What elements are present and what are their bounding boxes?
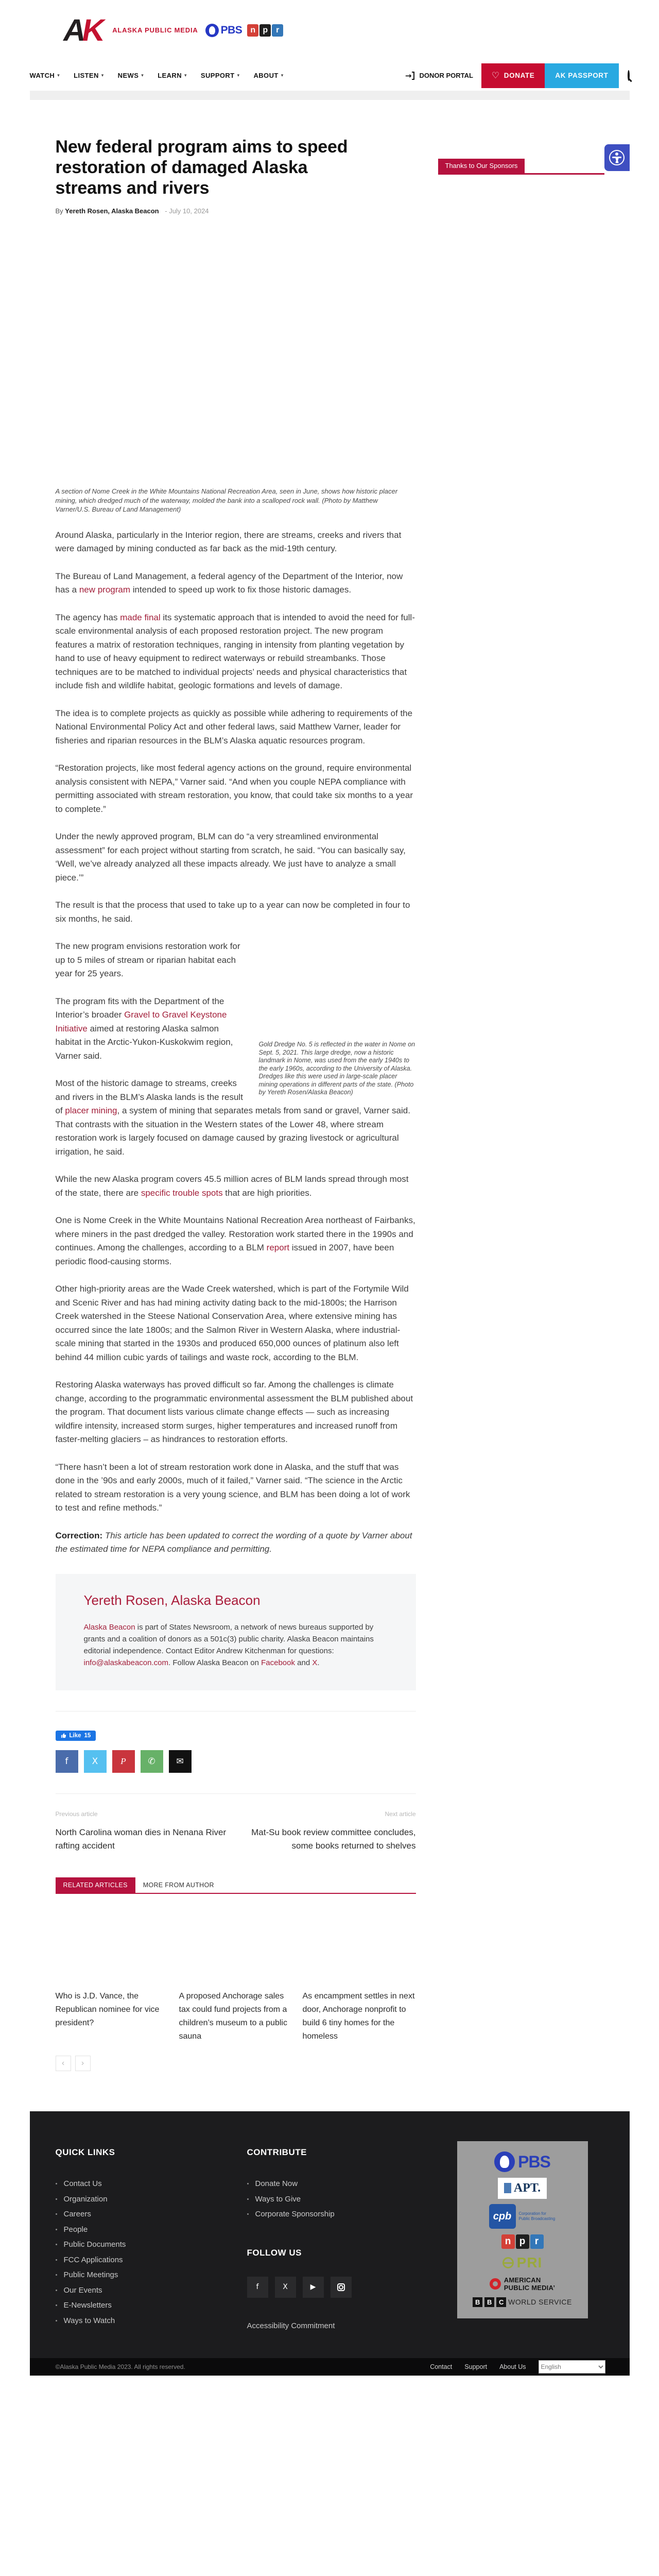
nav-right-cluster	[405, 60, 630, 91]
inline-link[interactable]: specific trouble spots	[141, 1188, 223, 1198]
apt-partner-logo: APT.	[498, 2178, 547, 2199]
inline-link[interactable]: made final	[120, 613, 160, 622]
like-row	[56, 1731, 416, 1741]
apm-circle-icon	[490, 2278, 501, 2290]
copyright: ©Alaska Public Media 2023. All rights reserved.	[56, 2363, 185, 2370]
inline-link[interactable]: X	[312, 1658, 317, 1667]
pager-next-button[interactable]: ›	[75, 2056, 91, 2071]
related-card[interactable]	[303, 1902, 416, 2043]
bullet-icon	[56, 2244, 57, 2245]
paragraph: The result is that the process that used to take up to a year can now be completed in four to six months, he said.	[56, 899, 416, 926]
inline-link[interactable]: new program	[79, 585, 130, 595]
like-count: 15	[84, 1733, 91, 1739]
correction-paragraph: Correction: This article has been updated to correct the wording of a quote by Varner about the estimated time for NEPA compliance and permitting.	[56, 1529, 416, 1556]
article-title: New federal program aims to speed restoration of damaged Alaska streams and rivers	[56, 137, 365, 198]
accessibility-person-icon	[609, 150, 625, 165]
figure-caption: Gold Dredge No. 5 is reflected in the water in Nome on Sept. 5, 2021. This large dredge, now a historic landmark in Nome, was used from the early 1940s to the early 1960s, according to the University of Alaska. Dredges like this were used in large-scale placer mining operations in different parts of the state. (Photo by Yereth Rosen/Alaska Beacon)	[259, 1041, 416, 1097]
globe-icon	[502, 2257, 514, 2268]
paragraph: “Restoration projects, like most federal agency actions on the ground, require environmental analysis consistent with NEPA,” Varner said. “And when you couple NEPA compliance with permitting associated with stream restoration, you know, that could take six months to a year to complete.”	[56, 761, 416, 816]
login-arrow-icon: →	[405, 71, 415, 80]
cpb-partner-logo: cpb Corporation for Public Broadcasting	[489, 2204, 556, 2229]
previous-article	[56, 1810, 231, 1853]
chevron-down-icon: ▾	[237, 73, 240, 78]
bullet-icon	[247, 2183, 249, 2184]
footer-bottom-link-contact[interactable]: Contact	[430, 2363, 452, 2370]
language-select[interactable]	[539, 2360, 605, 2374]
nav-item-about[interactable]: ABOUT ▾	[253, 72, 283, 79]
contribute-heading: CONTRIBUTE	[247, 2147, 417, 2158]
paragraph: The idea is to complete projects as quickly as possible while adhering to requirements of the National Environmental Policy Act and other federal laws, said Matthew Varner, leader for fisheries and riparian resources in the BLM’s Alaska aquatic resources program.	[56, 707, 416, 748]
paragraph: Other high-priority areas are the Wade Creek watershed, which is part of the Fortymile Wild and Scenic River and has had mining activity dating back to the mid-1800s; the Harrison Creek watershed in the Steese National Conservation Area, where extensive mining has occurred since the late 1800s; and the Salmon River in Western Alaska, where industrial-scale mining that started in the 1930s and produced 650,000 ounces of platinum also left behind 44 million cubic yards of tailings and waste rock, according to the BLM.	[56, 1282, 416, 1364]
paragraph: Under the newly approved program, BLM can do “a very streamlined environmental assessment” for each project without starting from scratch, he said. “You can basically say, ‘Well, we’ve already analyzed all these impacts already. We just have to analyze a small piece.’”	[56, 830, 416, 885]
bullet-icon	[56, 2304, 57, 2306]
thumbs-up-icon	[61, 1733, 66, 1738]
youtube-icon[interactable]: ▶	[303, 2277, 324, 2298]
chevron-down-icon: ▾	[281, 73, 284, 78]
footer-contribute	[247, 2142, 417, 2330]
facebook-icon[interactable]: f	[247, 2277, 268, 2298]
pbs-logo: PBS	[205, 24, 242, 37]
donor-portal-link[interactable]: → DONOR PORTAL	[405, 71, 473, 80]
inline-figure	[259, 940, 416, 1097]
chevron-down-icon: ▾	[57, 73, 60, 78]
byline-prefix: By	[56, 207, 63, 215]
header-divider	[30, 91, 630, 100]
partner-logo-panel	[457, 2141, 588, 2318]
related-tabs	[56, 1877, 416, 1894]
apm-partner-logo: AMERICAN PUBLIC MEDIA’	[490, 2276, 555, 2292]
bottom-whitespace	[30, 2376, 630, 2576]
tab-more-from-author[interactable]: MORE FROM AUTHOR	[135, 1877, 222, 1893]
site-footer	[30, 2111, 630, 2376]
paragraph: The new program envisions restoration work for up to 5 miles of stream or riparian habitat each year for 25 years.	[56, 940, 416, 981]
bullet-icon	[56, 2229, 57, 2230]
footer-social-icons	[247, 2277, 417, 2298]
footer-link-public-documents[interactable]: Public Documents	[56, 2237, 247, 2252]
related-thumbnail-placeholder	[179, 1902, 292, 1985]
logo-row	[30, 0, 630, 60]
ak-logo-k: K	[80, 15, 104, 46]
hero-image-placeholder	[56, 215, 416, 487]
facebook-share-icon[interactable]: f	[56, 1750, 78, 1773]
related-title[interactable]: A proposed Anchorage sales tax could fund projects from a children’s museum to a public sauna	[179, 1990, 292, 2043]
chevron-down-icon: ▾	[141, 73, 144, 78]
paragraph: While the new Alaska program covers 45.5 million acres of BLM lands spread through most of the state, there are specific trouble spots that are high priorities.	[56, 1173, 416, 1200]
hero-caption: A section of Nome Creek in the White Mountains National Recreation Area, seen in June, shows how historic placer mining, which dredged much of the waterway, molded the bank into a scalloped rock wall. (Photo by Matthew Varner/U.S. Bureau of Land Management)	[56, 487, 406, 514]
search-button[interactable]	[628, 71, 630, 80]
article	[56, 137, 416, 2071]
main-nav	[30, 60, 630, 91]
pbs-face-icon	[494, 2151, 515, 2172]
instagram-icon[interactable]	[331, 2277, 352, 2298]
inline-link[interactable]: info@alaskabeacon.com	[84, 1658, 169, 1667]
main-content	[30, 137, 630, 2071]
share-row	[56, 1750, 416, 1773]
nav-item-support[interactable]: SUPPORT ▾	[201, 72, 240, 79]
related-card[interactable]	[179, 1902, 292, 2043]
pager-prev-button[interactable]: ‹	[56, 2056, 71, 2071]
figure-image-placeholder	[259, 940, 416, 1041]
inline-link[interactable]: report	[267, 1243, 289, 1252]
footer-link-e-newsletters[interactable]: E-Newsletters	[56, 2298, 247, 2313]
footer-link-careers[interactable]: Careers	[56, 2207, 247, 2222]
footer-bottom-link-about-us[interactable]: About Us	[499, 2363, 526, 2370]
npr-partner-logo: n p r	[501, 2234, 544, 2249]
email-share-icon[interactable]: ✉	[169, 1750, 192, 1773]
paragraph: The Bureau of Land Management, a federal agency of the Department of the Interior, now has a new program intended to speed up work to fix those historic damages.	[56, 570, 416, 597]
donate-button[interactable]: ♡ DONATE	[481, 63, 545, 88]
pinterest-share-icon[interactable]: P	[112, 1750, 135, 1773]
follow-us-heading: FOLLOW US	[247, 2248, 417, 2258]
byline-date: - July 10, 2024	[165, 207, 209, 215]
previous-article-label: Previous article	[56, 1810, 231, 1818]
quick-links-heading: QUICK LINKS	[56, 2147, 247, 2158]
nav-item-news[interactable]: NEWS ▾	[118, 72, 144, 79]
paragraph: “There hasn’t been a lot of stream restoration work done in Alaska, and the stuff that was done in the ’90s and early 2000s, much of it failed,” Varner said. “The science in the Arctic related to stream restoration is a very young science, and BLM has been doing a lot of work to test and refine methods.”	[56, 1461, 416, 1515]
author-card-bio: Alaska Beacon is part of States Newsroom, a network of news bureaus supported by grants and a coalition of donors as a 501c(3) public charity. Alaska Beacon maintains editorial independence. Contact Editor Andrew Kitchenman for questions: info@alaskabeacon.com. Follow Alaska Beacon on Facebook and X.	[84, 1621, 388, 1669]
x-icon[interactable]: X	[275, 2277, 296, 2298]
footer-link-donate-now[interactable]: Donate Now	[247, 2176, 417, 2192]
divider	[56, 1793, 416, 1794]
author-card	[56, 1574, 416, 1690]
heart-icon: ♡	[492, 71, 500, 81]
npr-logo: n p r	[247, 24, 283, 37]
footer-link-public-meetings[interactable]: Public Meetings	[56, 2267, 247, 2283]
site-header	[30, 0, 630, 100]
paragraph: One is Nome Creek in the White Mountains National Recreation Area northeast of Fairbanks, where miners in the past dredged the valley. Restoration work started there in the 1990s and continues. Among the challenges, according to a BLM report issued in 2007, have been periodic flood-causing storms.	[56, 1214, 416, 1268]
related-thumbnail-placeholder	[56, 1902, 169, 1985]
footer-link-ways-to-watch[interactable]: Ways to Watch	[56, 2313, 247, 2329]
nav-item-listen[interactable]: LISTEN ▾	[74, 72, 104, 79]
bullet-icon	[56, 2183, 57, 2184]
tab-related-articles[interactable]: RELATED ARTICLES	[56, 1877, 135, 1893]
paragraph: Around Alaska, particularly in the Interior region, there are streams, creeks and rivers that were damaged by mining conducted as far back as the mid-19th century.	[56, 529, 416, 556]
sponsors-label: Thanks to Our Sponsors	[438, 159, 525, 173]
paragraph: The agency has made final its systematic approach that is intended to avoid the need for full-scale environmental analysis of each proposed restoration project. The new program features a matrix of restoration techniques, ranging in intensity from planting vegetation by hand to use of heavy equipment to redirect waterways or rebuild streambanks. Those techniques are to be matched to individual projects’ needs and physical characteristics that include fish and wildlife habitat, geologic formations and levels of damage.	[56, 611, 416, 693]
related-pager	[56, 2056, 416, 2071]
bullet-icon	[247, 2213, 249, 2215]
inline-link[interactable]: Alaska Beacon	[84, 1623, 135, 1632]
related-title[interactable]: As encampment settles in next door, Anchorage nonprofit to build 6 tiny homes for the homeless	[303, 1990, 416, 2043]
byline	[56, 207, 416, 215]
ak-passport-button[interactable]: AK PASSPORT	[545, 63, 618, 88]
footer-link-fcc-applications[interactable]: FCC Applications	[56, 2252, 247, 2268]
ak-logo-a: A	[61, 15, 85, 46]
footer-quick-links	[56, 2142, 247, 2330]
accessibility-commitment-link[interactable]: Accessibility Commitment	[247, 2321, 417, 2330]
related-card[interactable]	[56, 1902, 169, 2043]
footer-link-corporate-sponsorship[interactable]: Corporate Sponsorship	[247, 2207, 417, 2222]
bullet-icon	[56, 2320, 57, 2321]
footer-link-people[interactable]: People	[56, 2222, 247, 2238]
paragraph: The program fits with the Department of the Interior’s broader Gravel to Gravel Keystone Initiative aimed at restoring Alaska salmon habitat in the Arctic-Yukon-Kuskokwim region, Varner said.	[56, 995, 416, 1063]
x-share-icon[interactable]: X	[84, 1750, 107, 1773]
previous-article-link[interactable]: North Carolina woman dies in Nenana River rafting accident	[56, 1826, 231, 1853]
brand-name: ALASKA PUBLIC MEDIA	[112, 26, 198, 34]
footer-link-contact-us[interactable]: Contact Us	[56, 2176, 247, 2192]
pbs-partner-logo: PBS	[494, 2151, 550, 2172]
bullet-icon	[56, 2274, 57, 2276]
page-container	[30, 0, 630, 2576]
related-grid	[56, 1902, 416, 2043]
footer-bottom-bar	[30, 2358, 630, 2376]
chevron-down-icon: ▾	[184, 73, 187, 78]
paragraph: Most of the historic damage to streams, creeks and rivers in the BLM’s Alaska lands is the result of placer mining, a system of mining that separates metals from sand or gravel, Varner said. That contrasts with the situation in the Western states of the Lower 48, where stream restoration work is largely focused on damage caused by grazing livestock or agricultural irrigation, he said.	[56, 1077, 416, 1159]
footer-bottom-links	[430, 2360, 605, 2374]
nav-item-watch[interactable]: WATCH ▾	[30, 72, 60, 79]
footer-link-our-events[interactable]: Our Events	[56, 2283, 247, 2298]
next-article-link[interactable]: Mat-Su book review committee concludes, some books returned to shelves	[241, 1826, 416, 1853]
byline-author-link[interactable]: Yereth Rosen, Alaska Beacon	[65, 207, 159, 215]
pbs-face-icon	[205, 24, 219, 37]
ak-logo[interactable]	[61, 15, 103, 46]
paragraph: Restoring Alaska waterways has proved difficult so far. Among the challenges is climate change, according to the programmatic environmental assessment the BLM published about the program. That document lists various climate change effects — such as increasing wildfire intensity, increased storm surges, higher temperatures and increased runoff from faster-melting glaciers – as hindrances to restoration efforts.	[56, 1378, 416, 1447]
accessibility-widget-button[interactable]	[604, 144, 630, 171]
chevron-down-icon: ▾	[101, 73, 104, 78]
bullet-icon	[56, 2213, 57, 2215]
prev-next-nav	[56, 1810, 416, 1853]
whatsapp-share-icon[interactable]: ✆	[141, 1750, 163, 1773]
search-icon	[628, 70, 630, 81]
footer-link-organization[interactable]: Organization	[56, 2192, 247, 2207]
bullet-icon	[247, 2198, 249, 2200]
related-thumbnail-placeholder	[303, 1902, 416, 1985]
inline-link[interactable]: Gravel to Gravel Keystone Initiative	[56, 1010, 227, 1033]
footer-bottom-link-support[interactable]: Support	[464, 2363, 487, 2370]
bullet-icon	[56, 2198, 57, 2200]
author-card-name-link[interactable]: Yereth Rosen, Alaska Beacon	[84, 1592, 388, 1608]
bbc-partner-logo: B B C WORLD SERVICE	[473, 2297, 572, 2307]
facebook-like-button[interactable]: Like 15	[56, 1731, 96, 1741]
next-article-label: Next article	[241, 1810, 416, 1818]
bullet-icon	[56, 2290, 57, 2291]
next-article	[241, 1810, 416, 1853]
inline-link[interactable]: placer mining	[65, 1106, 117, 1115]
nav-item-learn[interactable]: LEARN ▾	[158, 72, 187, 79]
sponsors-widget	[438, 159, 604, 175]
apt-icon	[504, 2183, 511, 2193]
footer-link-ways-to-give[interactable]: Ways to Give	[247, 2192, 417, 2207]
bullet-icon	[56, 2259, 57, 2261]
pri-partner-logo: PRI	[502, 2255, 543, 2271]
related-title[interactable]: Who is J.D. Vance, the Republican nominee for vice president?	[56, 1990, 169, 2030]
inline-link[interactable]: Facebook	[261, 1658, 295, 1667]
